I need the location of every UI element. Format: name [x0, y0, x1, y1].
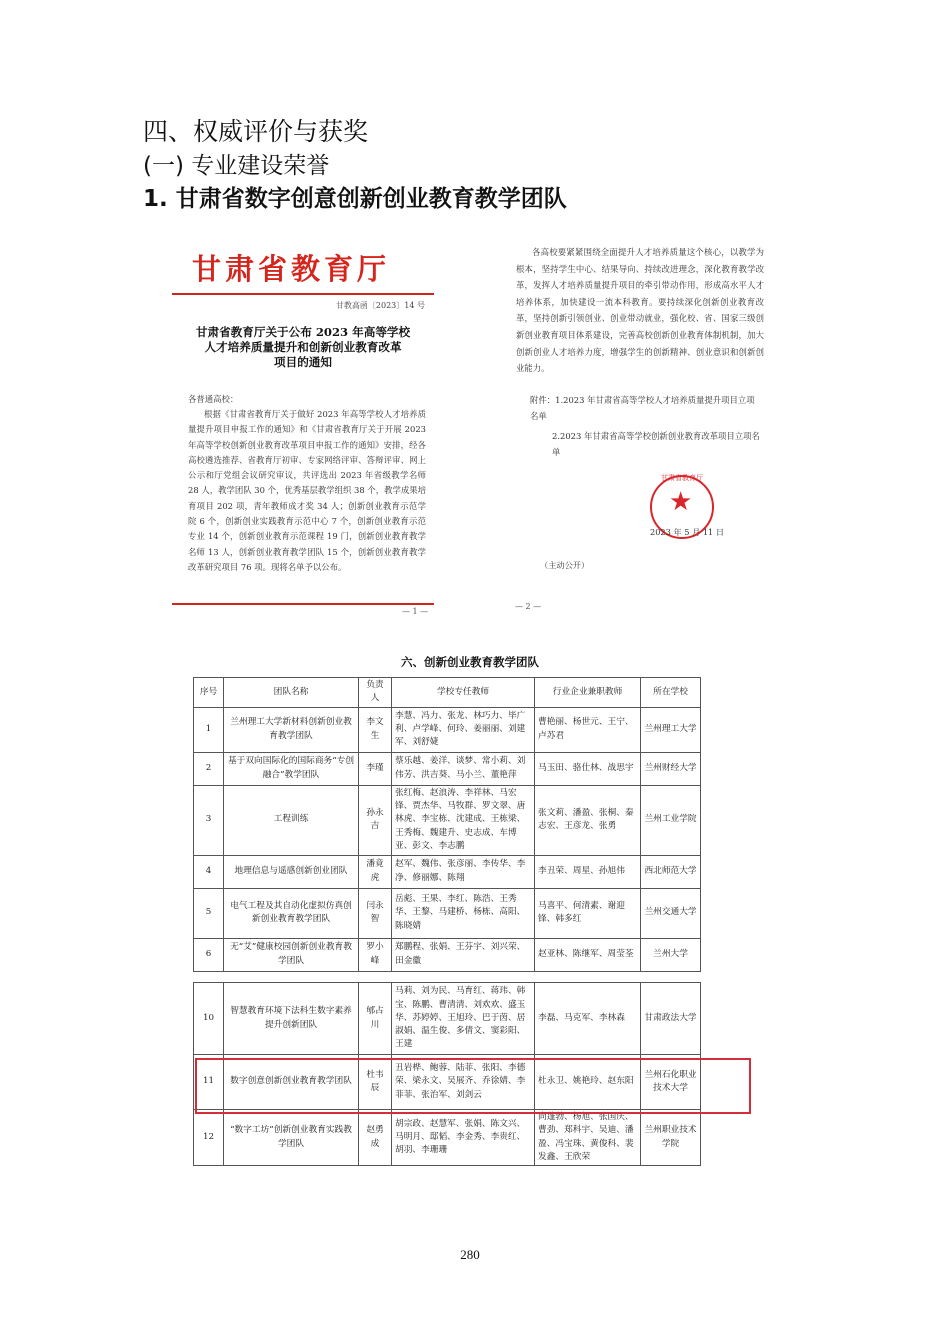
cell-school: 兰州财经大学: [641, 752, 701, 785]
highlight-box: [195, 1058, 751, 1114]
cell-industry-teachers: 李丑荣、周星、孙旭伟: [535, 855, 641, 888]
cell-faculty: 蔡乐越、姜洋、谈梦、常小莉、刘伟芳、洪吉葵、马小兰、董艳萍: [392, 752, 535, 785]
cell-team-name: 工程训练: [224, 785, 359, 855]
red-rule-bottom: [172, 603, 434, 605]
cell-faculty: 岳彪、王果、李红、陈浩、王秀华、王黎、马建桥、杨栋、高阳、陈晓婧: [392, 888, 535, 938]
header-industry-teachers: 行业企业兼职教师: [535, 678, 641, 708]
cell-index: 11: [194, 1055, 224, 1110]
cell-team-name: 兰州理工大学新材料创新创业教育教学团队: [224, 707, 359, 752]
header-index: 序号: [194, 678, 224, 708]
header-school: 所在学校: [641, 678, 701, 708]
notice-title-line: 甘肃省教育厅关于公布 2023 年高等学校: [195, 325, 411, 339]
cell-index: 12: [194, 1110, 224, 1166]
cell-school: 兰州大学: [641, 938, 701, 971]
table-row: [194, 938, 701, 971]
cell-industry-teachers: 赵亚林、陈继军、周莹荃: [535, 938, 641, 971]
cell-industry-teachers: 张文莉、潘盈、张桐、秦志宏、王彦龙、张勇: [535, 785, 641, 855]
cell-faculty: 郑鹏程、张娟、王芬宇、刘兴荣、田金徽: [392, 938, 535, 971]
header-faculty: 学校专任教师: [392, 678, 535, 708]
notice-page-number: — 2 —: [515, 602, 542, 611]
seal-text: 甘肃省教育厅: [661, 474, 703, 482]
header-team-name: 团队名称: [224, 678, 359, 708]
cell-faculty: 丑岩桦、鲍蓉、陆菲、张阳、李德荣、梁永文、吴展齐、乔徐婧、李菲菲、张治军、刘剑云: [392, 1055, 535, 1110]
notice-title: [188, 325, 418, 370]
notice-page-2: [510, 240, 770, 615]
document-number: 甘教高函〔2023〕14 号: [335, 301, 425, 310]
cell-school: 兰州交通大学: [641, 888, 701, 938]
cell-index: 3: [194, 785, 224, 855]
subsection-heading: (一) 专业建设荣誉: [143, 153, 330, 179]
cell-faculty: 马莉、刘为民、马育红、蒋玮、韩宝、陈鹏、曹清清、刘欢欢、盛玉华、苏婷婷、王旭玲、巴于茵、居淑娟、温生俊、多倩文、窦彩阳、王建: [392, 983, 535, 1055]
cell-index: 5: [194, 888, 224, 938]
cell-leader: 杜韦辰: [359, 1055, 392, 1110]
table-row: [194, 752, 701, 785]
table-row: [194, 1110, 701, 1166]
cell-team-name: 数字创意创新创业教育教学团队: [224, 1055, 359, 1110]
cell-faculty: 赵军、魏伟、张彦丽、李传华、李净、修丽娜、陈翔: [392, 855, 535, 888]
cell-school: 甘肃政法大学: [641, 983, 701, 1055]
notice-body-paragraph: 根据《甘肃省教育厅关于做好 2023 年高等学校人才培养质量提升项目申报工作的通知》和《甘肃省教育厅关于开展 2023 年高等学校创新创业教育改革项目申报工作的通知》安排，经各高校遴选推荐、省教育厅初审、专家网络评审、答辩评审、网上公示和厅党组会议研究审议，共评选出 2023 年省级教学名师 28 人，教学团队 30 个，优秀基层教学组织 38 个，教学成果培育项目 202 项，青年教师成才奖 34 人；创新创业教育示范学院 6 个，创新创业实践教育示范中心 7 个，创新创业教育示范专业 14 个，创新创业教育示范课程 19 门，创新创业教育教学名师 13 人，创新创业教育教学团队 15 个，创新创业教育教学改革研究项目 76 项。现将名单予以公布。: [188, 409, 426, 572]
attachment-line: 附件：1.2023 年甘肃省高等学校人才培养质量提升项目立项名单: [530, 395, 755, 421]
cell-index: 1: [194, 707, 224, 752]
attachment-line: 2.2023 年甘肃省高等学校创新创业教育改革项目立项名单: [552, 431, 760, 457]
red-rule: [172, 293, 434, 295]
table-row: [194, 707, 701, 752]
table-row: [194, 983, 701, 1055]
cell-team-name: 基于双向国际化的国际商务“专创融合”教学团队: [224, 752, 359, 785]
notice-date: 2023 年 5 月 11 日: [650, 527, 725, 537]
notice-body-paragraph: 各高校要紧紧围绕全面提升人才培养质量这个核心，以教学为根本，坚持学生中心、结果导向、持续改进理念，深化教育教学改革，发挥人才培养质量提升项目的牵引带动作用，形成高水平人才培养体系，加快建设一流本科教育。要持续深化创新创业教育改革，坚持创新引领创业、创业带动就业，强化校、省、国家三级创新创业教育项目体系建设，完善高校创新创业教育体制机制，加大创新创业人才培养力度，增强学生的创新精神、创业意识和创新创业能力。: [516, 247, 764, 374]
cell-team-name: “数字工坊”创新创业教育实践教学团队: [224, 1110, 359, 1166]
cell-leader: 闫永智: [359, 888, 392, 938]
cell-leader: 孙永吉: [359, 785, 392, 855]
item-heading: 1. 甘肃省数字创意创新创业教育教学团队: [143, 186, 567, 212]
cell-index: 2: [194, 752, 224, 785]
table-row: [194, 855, 701, 888]
header-leader: 负责人: [359, 678, 392, 708]
cell-industry-teachers: 尚蓬勃、杨旭、张国庆、曹劲、郑科宇、吴迪、潘盈、冯宝珠、黄俊科、裴发鑫、王欣荣: [535, 1110, 641, 1166]
cell-team-name: 智慧教育环境下法科生数字素养提升创新团队: [224, 983, 359, 1055]
cell-school: 西北师范大学: [641, 855, 701, 888]
notice-title-line: 项目的通知: [274, 355, 332, 369]
cell-index: 4: [194, 855, 224, 888]
cell-leader: 赵勇成: [359, 1110, 392, 1166]
cell-school: 兰州工业学院: [641, 785, 701, 855]
cell-faculty: 李慧、冯力、张龙、林巧力、毕广利、卢学峰、何玲、姜丽丽、刘建军、刘舒婕: [392, 707, 535, 752]
cell-faculty: 胡宗政、赵慧军、张娟、陈文兴、马明月、邸韬、李金秀、李贵红、胡羽、李珊珊: [392, 1110, 535, 1166]
cell-industry-teachers: 马喜平、何清素、谢迎锋、韩多红: [535, 888, 641, 938]
cell-leader: 李文生: [359, 707, 392, 752]
table-row: [194, 785, 701, 855]
page-number: 280: [460, 1247, 480, 1262]
cell-industry-teachers: 杜永卫、姚艳玲、赵东阳: [535, 1055, 641, 1110]
section-heading: 四、权威评价与获奖: [143, 117, 369, 146]
cell-team-name: 无“艾”健康校园创新创业教育教学团队: [224, 938, 359, 971]
cell-faculty: 张红梅、赵浪涛、李祥林、马宏锋、贾杰华、马牧群、罗文翠、唐林虎、李宝栋、沈建成、王栋梁、王秀梅、魏建升、史志成、车博亚、彭文、李志鹏: [392, 785, 535, 855]
cell-industry-teachers: 马玉田、骆仕林、战思宇: [535, 752, 641, 785]
cell-leader: 李瑾: [359, 752, 392, 785]
notice-page-number: — 1 —: [402, 607, 429, 616]
cell-industry-teachers: 李磊、马克军、李林森: [535, 983, 641, 1055]
cell-leader: 罗小峰: [359, 938, 392, 971]
notice-page-1: [170, 235, 435, 615]
agency-masthead: 甘肃省教育厅: [192, 252, 391, 286]
cell-team-name: 电气工程及其自动化虚拟仿真创新创业教育教学团队: [224, 888, 359, 938]
cell-leader: 郇占川: [359, 983, 392, 1055]
cell-industry-teachers: 曹艳丽、杨世元、王宁、卢苏君: [535, 707, 641, 752]
cell-index: 10: [194, 983, 224, 1055]
teams-table-top: [193, 677, 701, 972]
cell-leader: 潘竟虎: [359, 855, 392, 888]
cell-school: 兰州理工大学: [641, 707, 701, 752]
cell-school: 兰州职业技术学院: [641, 1110, 701, 1166]
salutation: 各普通高校：: [188, 394, 239, 404]
table-header-row: [194, 678, 701, 708]
notice-title-line: 人才培养质量提升和创新创业教育改革: [204, 340, 402, 354]
cell-index: 6: [194, 938, 224, 971]
star-icon: ★: [669, 487, 693, 517]
table-caption: 六、创新创业教育教学团队: [401, 655, 539, 669]
cell-team-name: 地理信息与遥感创新创业团队: [224, 855, 359, 888]
publicity-note: （主动公开）: [540, 560, 590, 570]
table-row: [194, 888, 701, 938]
cell-school: 兰州石化职业技术大学: [641, 1055, 701, 1110]
